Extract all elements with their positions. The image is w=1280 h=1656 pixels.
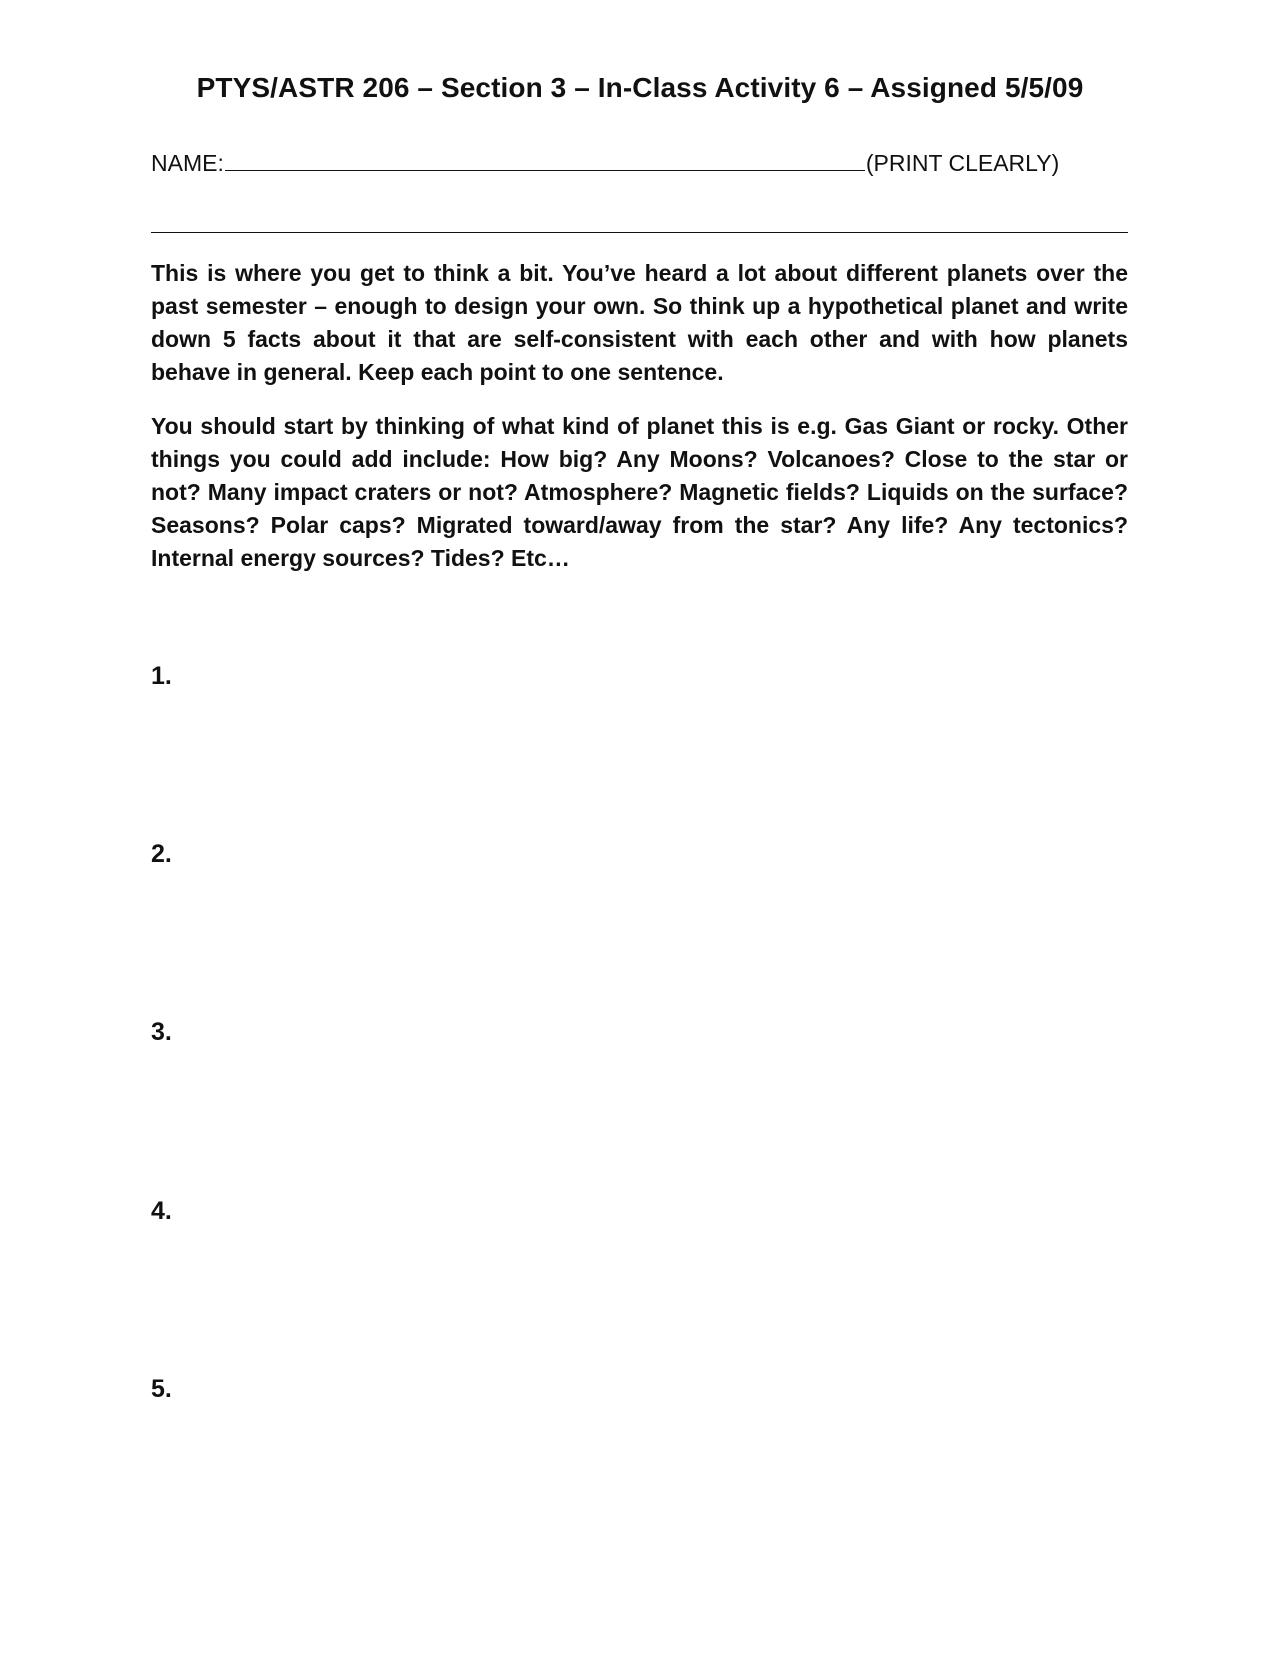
answer-number-5: 5. <box>151 1375 172 1403</box>
name-blank-line[interactable] <box>225 150 865 171</box>
answer-number-2: 2. <box>151 840 172 868</box>
answer-number-3: 3. <box>151 1018 172 1046</box>
name-field-row <box>151 150 1059 177</box>
page-title: PTYS/ASTR 206 – Section 3 – In-Class Activity 6 – Assigned 5/5/09 <box>196 72 1084 103</box>
answer-number-1: 1. <box>151 662 172 690</box>
answer-number-4: 4. <box>151 1197 172 1225</box>
instructions-paragraph-2: You should start by thinking of what kind of planet this is e.g. Gas Giant or rocky. Other things you could add include: How big? Any Moons? Volcanoes? Close to the star or not? Many impact craters or not? Atmosphere? Magnetic fields? Liquids on the surface? Seasons? Polar caps? Migrated toward/away from the star? Any life? Any tectonics? Internal energy sources? Tides? Etc… <box>151 413 1128 571</box>
instructions-paragraph-1: This is where you get to think a bit. You’ve heard a lot about different planets over the past semester – enough to design your own. So think up a hypothetical planet and write down 5 facts about it that are self-consistent with each other and with how planets behave in general. Keep each point to one sentence. <box>151 260 1128 385</box>
name-label: NAME: <box>151 150 224 176</box>
divider-line <box>151 232 1128 233</box>
print-clearly-note: (PRINT CLEARLY) <box>865 150 1060 176</box>
